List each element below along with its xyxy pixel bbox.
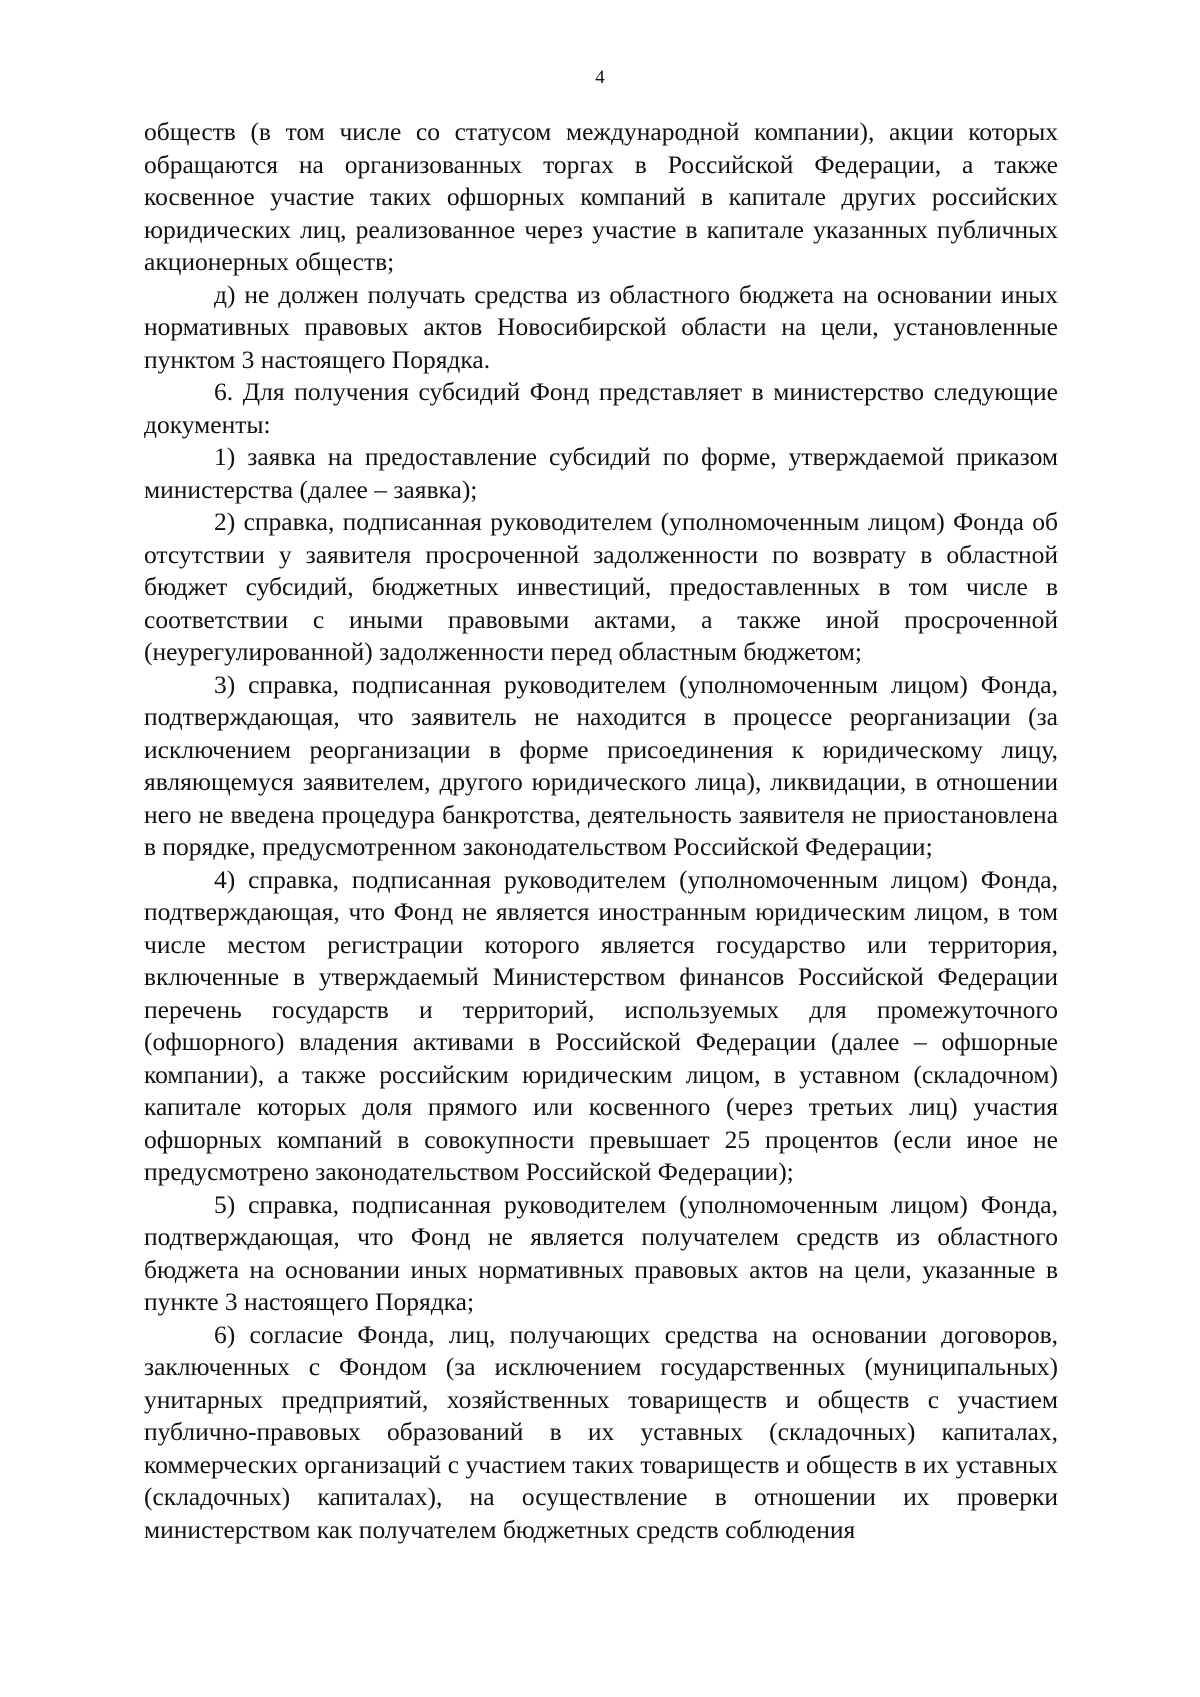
paragraph-item-3: 3) справка, подписанная руководителем (уполномоченным лицом) Фонда, подтверждающая, что заявитель не находится в процессе реорганизации (за исключением реорганизации в форме присоединения к юридическому лицу, являющемуся заявителем, другого юридического лица), ликвидации, в отношении него не введена процедура банкротства, деятельность заявителя не приостановлена в порядке, предусмотренном законодательством Российской Федерации; (144, 669, 1058, 861)
paragraph-item-1: 1) заявка на предоставление субсидий по форме, утверждаемой приказом министерства (далее – заявка); (144, 442, 1058, 504)
paragraph-item-5: 5) справка, подписанная руководителем (уполномоченным лицом) Фонда, подтверждающая, что Фонд не является получателем средств из областного бюджета на основании иных нормативных правовых актов на цели, указанные в пункте 3 настоящего Порядка; (144, 1189, 1058, 1316)
paragraph-item-4: 4) справка, подписанная руководителем (уполномоченным лицом) Фонда, подтверждающая, что Фонд не является иностранным юридическим лицом, в том числе местом регистрации которого является государство или территория, включенные в утверждаемый Министерством финансов Российской Федерации перечень государств и территорий, используемых для промежуточного (офшорного) владения активами в Российской Федерации (далее – офшорные компании), а также российским юридическим лицом, в уставном (складочном) капитале которых доля прямого или косвенного (через третьих лиц) участия офшорных компаний в совокупности превышает 25 процентов (если иное не предусмотрено законодательством Российской Федерации); (144, 864, 1058, 1186)
paragraph-item-d: д) не должен получать средства из областного бюджета на основании иных нормативных правовых актов Новосибирской области на цели, установленные пунктом 3 настоящего Порядка. (144, 279, 1058, 374)
paragraph-item-2: 2) справка, подписанная руководителем (уполномоченным лицом) Фонда об отсутствии у заявителя просроченной задолженности по возврату в областной бюджет субсидий, бюджетных инвестиций, предоставленных в том числе в соответствии с иными правовыми актами, а также иной просроченной (неурегулированной) задолженности перед областным бюджетом; (144, 507, 1058, 666)
paragraph-item-6: 6) согласие Фонда, лиц, получающих средства на основании договоров, заключенных с Фондом (за исключением государственных (муниципальных) унитарных предприятий, хозяйственных товариществ и обществ с участием публично-правовых образований в их уставных (складочных) капиталах, коммерческих организаций с участием таких товариществ и обществ в их уставных (складочных) капиталах), на осуществление в отношении их проверки министерством как получателем бюджетных средств соблюдения (144, 1319, 1058, 1544)
page-number: 4 (595, 67, 605, 88)
document-body (144, 116, 1058, 1546)
paragraph-section-6: 6. Для получения субсидий Фонд представляет в министерство следующие документы: (144, 377, 1058, 439)
paragraph-continuation: обществ (в том числе со статусом международной компании), акции которых обращаются на организованных торгах в Российской Федерации, а также косвенное участие таких офшорных компаний в капитале других российских юридических лиц, реализованное через участие в капитале указанных публичных акционерных обществ; (144, 117, 1058, 276)
